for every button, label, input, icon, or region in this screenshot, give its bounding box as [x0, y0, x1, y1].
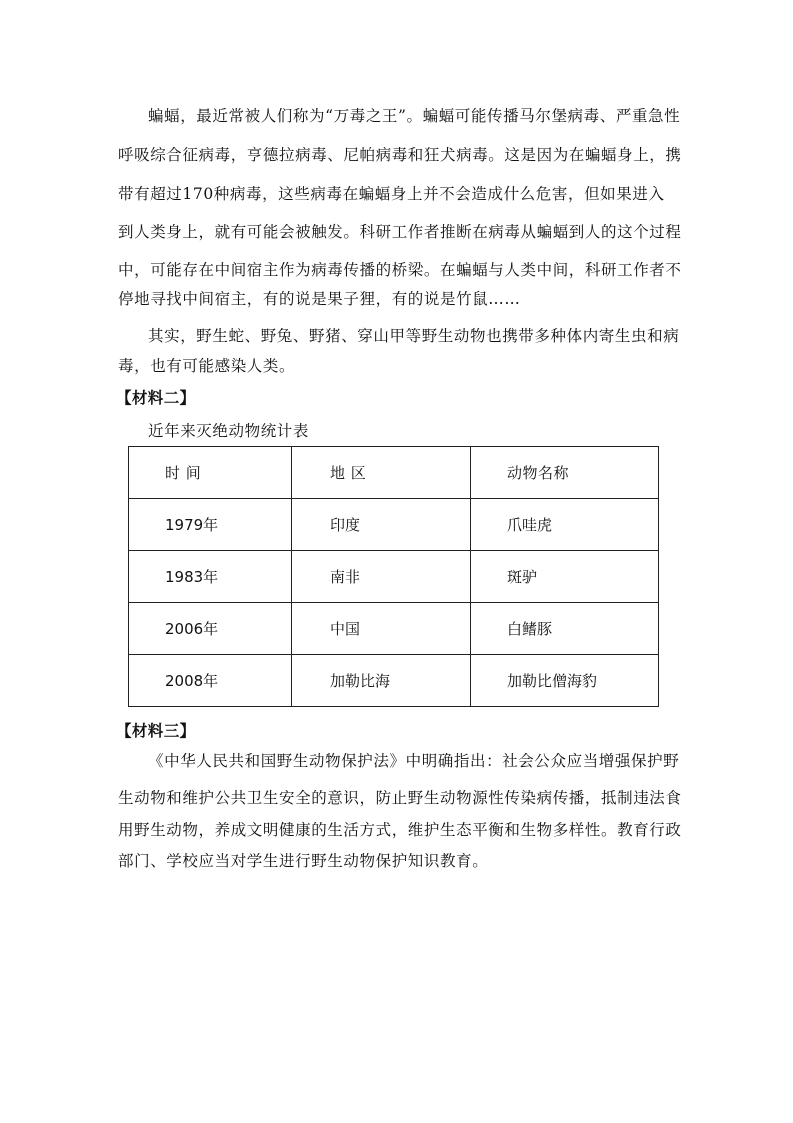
table-cell: 斑驴 [471, 551, 659, 603]
paragraph-line: 用野生动物，养成文明健康的生活方式，维护生态平衡和生物多样性。教育行政 [118, 821, 682, 839]
material-three-heading: 【材料三】 [116, 721, 196, 740]
paragraph-line: 带有超过170种病毒，这些病毒在蝙蝠身上并不会造成什么危害，但如果进入 [118, 185, 665, 203]
paragraph-line: 其实，野生蛇、野兔、野猪、穿山甲等野生动物也携带多种体内寄生虫和病 [148, 327, 680, 345]
table-cell: 1979年 [129, 499, 292, 551]
table-cell: 白鳍豚 [471, 603, 659, 655]
table-header-row [129, 447, 659, 499]
header-cell-time: 时 间 [129, 447, 292, 499]
header-cell-animal: 动物名称 [471, 447, 659, 499]
paragraph-line: 呼吸综合征病毒，亨德拉病毒、尼帕病毒和狂犬病毒。这是因为在蝙蝠身上，携 [118, 146, 682, 164]
table-title: 近年来灭绝动物统计表 [148, 422, 310, 440]
table-cell: 中国 [292, 603, 471, 655]
table-cell: 南非 [292, 551, 471, 603]
paragraph-line: 蝙蝠，最近常被人们称为“万毒之王”。蝙蝠可能传播马尔堡病毒、严重急性 [148, 107, 681, 125]
material-two-heading: 【材料二】 [116, 388, 196, 407]
table-cell: 1983年 [129, 551, 292, 603]
table-cell: 加勒比海 [292, 655, 471, 707]
table-row [129, 551, 659, 603]
table-cell: 爪哇虎 [471, 499, 659, 551]
table-cell: 2008年 [129, 655, 292, 707]
paragraph-line: 生动物和维护公共卫生安全的意识，防止野生动物源性传染病传播，抵制违法食 [118, 789, 682, 807]
header-cell-region: 地 区 [292, 447, 471, 499]
extinct-animals-table [128, 446, 659, 707]
table-row [129, 499, 659, 551]
paragraph-line: 毒，也有可能感染人类。 [118, 357, 296, 375]
paragraph-line: 部门、学校应当对学生进行野生动物保护知识教育。 [118, 852, 489, 870]
paragraph-line: 《中华人民共和国野生动物保护法》中明确指出：社会公众应当增强保护野 [148, 752, 680, 770]
paragraph-line: 停地寻找中间宿主，有的说是果子狸，有的说是竹鼠…… [118, 290, 521, 308]
table-cell: 加勒比僧海豹 [471, 655, 659, 707]
table-row [129, 655, 659, 707]
table-cell: 2006年 [129, 603, 292, 655]
table-row [129, 603, 659, 655]
table-cell: 印度 [292, 499, 471, 551]
paragraph-line: 中，可能存在中间宿主作为病毒传播的桥梁。在蝙蝠与人类中间，科研工作者不 [118, 261, 682, 279]
paragraph-line: 到人类身上，就有可能会被触发。科研工作者推断在病毒从蝙蝠到人的这个过程 [118, 223, 682, 241]
